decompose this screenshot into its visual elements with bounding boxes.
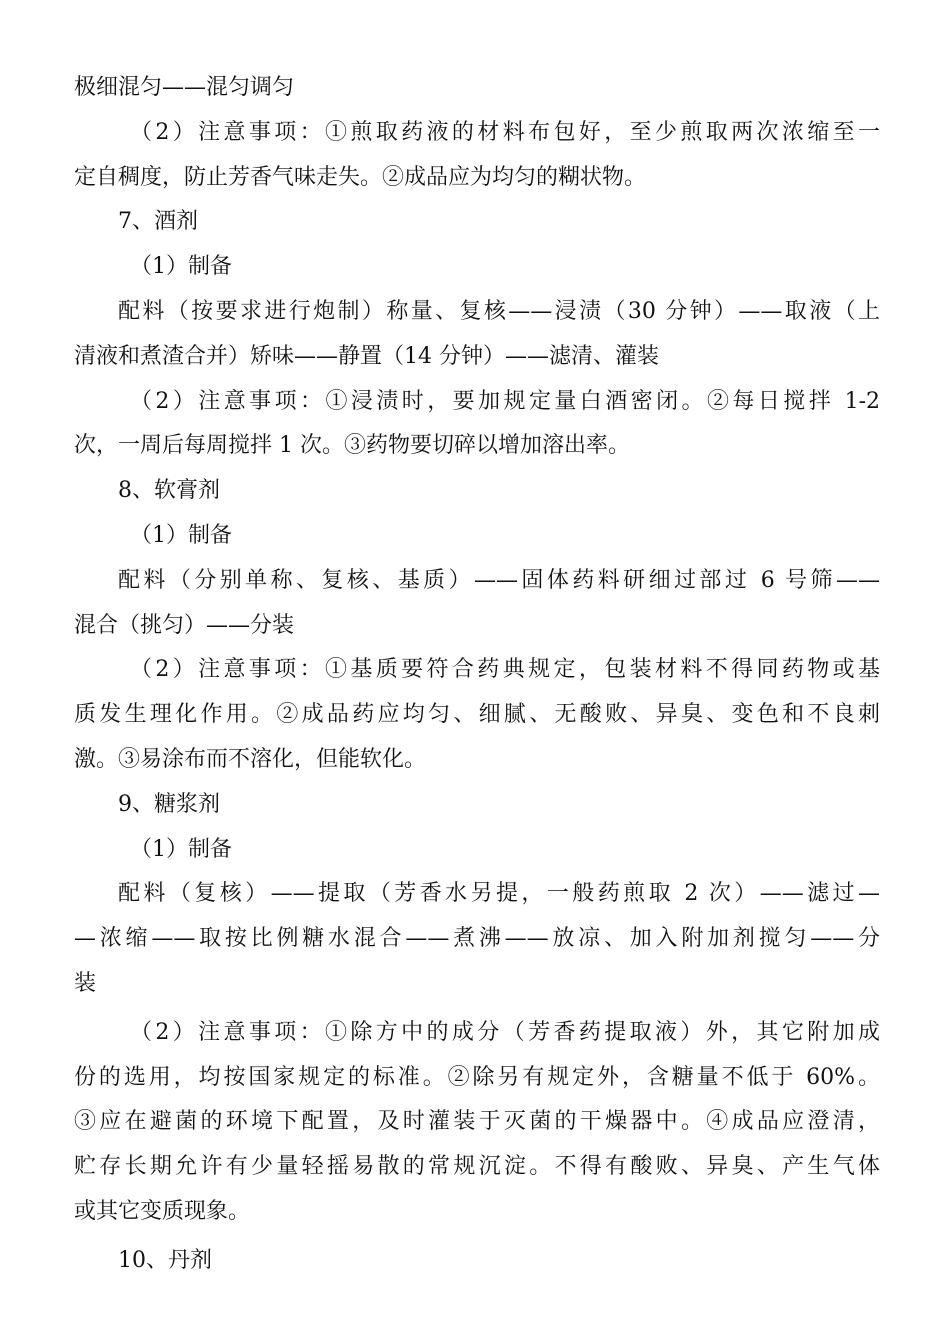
text-line: 份的选用，均按国家规定的标准。②除另有规定外，含糖量不低于 60%。	[74, 1064, 880, 1090]
text-line: ③应在避菌的环境下配置，及时灌装于灭菌的干燥器中。④成品应澄清，	[74, 1109, 880, 1135]
text-line: 贮存长期允许有少量轻摇易散的常规沉淀。不得有酸败、异臭、产生气体	[74, 1154, 880, 1180]
text-line: 或其它变质现象。	[74, 1198, 251, 1224]
section-heading: 7、酒剂	[118, 209, 198, 235]
text-line: 次，一周后每周搅拌 1 次。③药物要切碎以增加溶出率。	[74, 433, 630, 459]
text-line: 质发生理化作用。②成品药应均匀、细腻、无酸败、异臭、变色和不良刺	[74, 702, 880, 728]
section-heading: 9、糖浆剂	[118, 791, 220, 817]
section-heading: 8、软膏剂	[118, 478, 220, 504]
text-line: 混合（挑匀）——分装	[74, 612, 295, 638]
text-line: （2）注意事项：①浸渍时，要加规定量白酒密闭。②每日搅拌 1-2	[130, 388, 880, 414]
text-line: 激。③易涂布而不溶化，但能软化。	[74, 746, 427, 772]
text-line: 定自稠度，防止芳香气味走失。②成品应为均匀的糊状物。	[74, 164, 647, 190]
subsection-heading: （1）制备	[130, 522, 232, 548]
subsection-heading: （1）制备	[130, 836, 232, 862]
text-line: 极细混匀——混匀调匀	[74, 75, 295, 100]
text-line: （2）注意事项：①除方中的成分（芳香药提取液）外，其它附加成	[130, 1019, 880, 1045]
text-line: —浓缩——取按比例糖水混合——煮沸——放凉、加入附加剂搅匀——分	[74, 926, 880, 952]
text-line: 配料（复核）——提取（芳香水另提，一般药煎取 2 次）——滤过—	[118, 881, 880, 907]
text-line: 配料（分别单称、复核、基质）——固体药料研细过部过 6 号筛——	[118, 567, 880, 593]
text-line: （2）注意事项：①煎取药液的材料布包好，至少煎取两次浓缩至一	[130, 119, 880, 145]
text-line: 配料（按要求进行炮制）称量、复核——浸渍（30 分钟）——取液（上	[118, 298, 880, 324]
text-line: 清液和煮渣合并）矫味——静置（14 分钟）——滤清、灌装	[74, 343, 659, 369]
text-line: 装	[74, 970, 97, 996]
subsection-heading: （1）制备	[130, 254, 232, 280]
section-heading: 10、丹剂	[118, 1247, 212, 1273]
text-line: （2）注意事项：①基质要符合药典规定，包装材料不得同药物或基	[130, 657, 880, 683]
